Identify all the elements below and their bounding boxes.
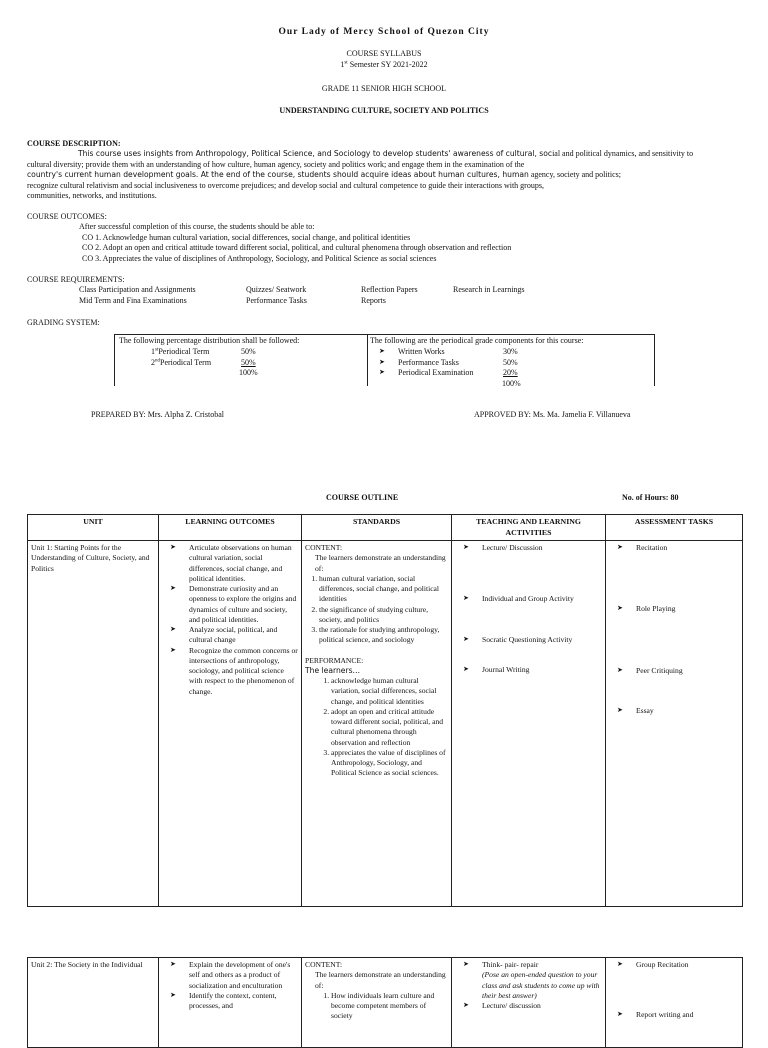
course-description bbox=[27, 139, 717, 201]
description-line-1: This course uses insights from Anthropology, Political Science, and Sociology to develop students' awareness of cultural, social and political dynamics, and sensitivity to bbox=[78, 149, 694, 159]
syllabus-title: COURSE SYLLABUS bbox=[346, 49, 422, 58]
list-item: ➤ Role Playing bbox=[609, 604, 739, 614]
list-item: ➤ Lecture/ discussion bbox=[455, 1001, 602, 1011]
course-requirements bbox=[27, 275, 727, 306]
grading-term-row: 1stPeriodical Term 50% bbox=[151, 347, 256, 357]
description-line-3: country's current human development goals. At the end of the course, students should acquire ideas about human cultures, human agency, society and politics; bbox=[27, 170, 621, 180]
hours-label: No. of Hours: 80 bbox=[622, 493, 679, 502]
standards-cell bbox=[302, 958, 452, 1048]
grading-term-row: 2ndPeriodical Term 50% bbox=[151, 357, 256, 367]
list-item: ➤ Identify the context, content, processes, and bbox=[162, 991, 298, 1012]
grading-components-total: 100% bbox=[502, 378, 521, 388]
list-item: 1. human cultural variation, social differences, social change, and political identities bbox=[319, 574, 448, 605]
course-outcomes bbox=[27, 212, 727, 264]
grading-components-box bbox=[366, 334, 655, 386]
course-description-heading: COURSE DESCRIPTION: bbox=[27, 139, 121, 148]
unit-cell: Unit 1: Starting Points for the Understanding of Culture, Society, and Politics bbox=[28, 541, 159, 907]
course-outline-table-continued bbox=[27, 957, 743, 1048]
requirement-item: Reflection Papers bbox=[361, 285, 418, 295]
approved-by: APPROVED BY: Ms. Ma. Jamelia F. Villanueva bbox=[474, 410, 631, 419]
list-item: ➤ Journal Writing bbox=[455, 665, 602, 675]
list-item: ➤ Explain the development of one's self and others as a product of socialization and enculturation bbox=[162, 960, 298, 991]
column-header: UNIT bbox=[28, 515, 159, 541]
list-item: ➤ Essay bbox=[609, 706, 739, 716]
list-item: ➤ Socratic Questioning Activity bbox=[455, 635, 602, 645]
activities-cell bbox=[452, 958, 606, 1048]
requirement-item: Mid Term and Fina Examinations bbox=[79, 295, 187, 305]
course-outcome-item: CO 3. Appreciates the value of disciplines of Anthropology, Sociology, and Political Science as social sciences bbox=[82, 253, 437, 263]
course-outcomes-intro: After successful completion of this course, the students should be able to: bbox=[79, 222, 315, 232]
course-outline-table bbox=[27, 514, 743, 907]
grading-component: ➤ Periodical Examination 20% bbox=[371, 368, 654, 378]
description-line-2: cultural diversity; provide them with an understanding of how culture, human agency, society and politics work; and engage them in the examination of the bbox=[27, 159, 525, 169]
course-outcomes-heading: COURSE OUTCOMES: bbox=[27, 212, 107, 221]
column-header: LEARNING OUTCOMES bbox=[159, 515, 302, 541]
requirements-row bbox=[27, 285, 727, 295]
grading-components-intro: The following are the periodical grade components for this course: bbox=[370, 336, 584, 345]
requirement-item: Quizzes/ Seatwork bbox=[246, 285, 307, 295]
column-header: ASSESSMENT TASKS bbox=[606, 515, 743, 541]
grading-distribution-box bbox=[114, 334, 368, 386]
column-header: TEACHING AND LEARNING ACTIVITIES bbox=[452, 515, 606, 541]
requirement-item: Reports bbox=[361, 295, 386, 305]
table-header-row bbox=[28, 515, 743, 541]
list-item: 3. appreciates the value of disciplines of Anthropology, Sociology, and Political Science as social sciences. bbox=[331, 748, 448, 779]
list-item: ➤ Demonstrate curiosity and an openness to explore the origins and dynamics of culture and society, and political identities. bbox=[162, 584, 298, 625]
grading-system-heading: GRADING SYSTEM: bbox=[27, 318, 100, 327]
assessment-cell bbox=[606, 958, 743, 1048]
outcomes-cell bbox=[159, 541, 302, 907]
description-line-5: communities, networks, and institutions. bbox=[27, 190, 157, 200]
activities-cell bbox=[452, 541, 606, 907]
requirement-item: Research in Learnings bbox=[453, 285, 525, 295]
table-row bbox=[28, 541, 743, 907]
grading-component: ➤ Written Works 30% bbox=[371, 347, 654, 357]
course-outline-title: COURSE OUTLINE bbox=[326, 493, 399, 502]
column-header: STANDARDS bbox=[302, 515, 452, 541]
content-label: CONTENT: bbox=[305, 543, 343, 553]
standards-cell bbox=[302, 541, 452, 907]
unit-cell: Unit 2: The Society in the Individual bbox=[28, 958, 159, 1048]
subject-title: UNDERSTANDING CULTURE, SOCIETY AND POLITICS bbox=[279, 106, 489, 115]
grading-distribution-intro: The following percentage distribution shall be followed: bbox=[119, 336, 300, 345]
list-item: ➤ Think- pair- repair (Pose an open-ended question to your class and ask students to come up with their best answer) bbox=[455, 960, 602, 1001]
performance-intro: The learners… bbox=[305, 665, 361, 675]
list-item: 3. the rationale for studying anthropology, political science, and sociology bbox=[319, 625, 448, 646]
list-item: 2. adopt an open and critical attitude toward different social, political, and cultural phenomena through observation and reflection bbox=[331, 707, 448, 748]
list-item: ➤ Report writing and bbox=[609, 1010, 739, 1020]
semester-line: 1st Semester SY 2021-2022 bbox=[340, 60, 428, 69]
grading-component: ➤ Performance Tasks 50% bbox=[371, 358, 654, 368]
list-item: 1. How individuals learn culture and become competent members of society bbox=[331, 991, 448, 1022]
prepared-by: PREPARED BY: Mrs. Alpha Z. Cristobal bbox=[91, 410, 224, 419]
outcomes-cell bbox=[159, 958, 302, 1048]
list-item: ➤ Articulate observations on human cultural variation, social differences, social change, and political identities. bbox=[162, 543, 298, 584]
list-item: ➤ Recitation bbox=[609, 543, 739, 553]
list-item: ➤ Peer Critiquing bbox=[609, 666, 739, 676]
list-item: ➤ Analyze social, political, and cultural change bbox=[162, 625, 298, 646]
grading-total: 100% bbox=[239, 368, 258, 378]
requirement-item: Performance Tasks bbox=[246, 295, 307, 305]
content-intro: The learners demonstrate an understanding of: bbox=[315, 553, 446, 573]
course-requirements-heading: COURSE REQUIREMENTS: bbox=[27, 275, 125, 284]
list-item: ➤ Lecture/ Discussion bbox=[455, 543, 602, 553]
performance-label: PERFORMANCE: bbox=[305, 655, 364, 665]
table-row bbox=[28, 958, 743, 1048]
description-line-4: recognize cultural relativism and social inclusiveness to overcome prejudices; and develop social and cultural competence to guide their interactions with groups, bbox=[27, 180, 544, 190]
requirement-item: Class Participation and Assignments bbox=[79, 285, 196, 295]
grade-level: GRADE 11 SENIOR HIGH SCHOOL bbox=[321, 84, 447, 93]
course-outcome-item: CO 1. Acknowledge human cultural variation, social differences, social change, and political identities bbox=[82, 232, 411, 242]
list-item: 1. acknowledge human cultural variation, social differences, social change, and political identities bbox=[331, 676, 448, 707]
content-intro: The learners demonstrate an understanding of: bbox=[315, 970, 446, 990]
course-outcome-item: CO 2. Adopt an open and critical attitude toward different social, political, and cultural phenomena through observation and reflection bbox=[82, 243, 512, 253]
grading-components-list bbox=[366, 347, 654, 378]
list-item: 2. the significance of studying culture, society, and politics bbox=[319, 605, 448, 626]
list-item: ➤ Group Recitation bbox=[609, 960, 739, 970]
content-label: CONTENT: bbox=[305, 960, 343, 969]
list-item: ➤ Individual and Group Activity bbox=[455, 594, 602, 604]
assessment-cell bbox=[606, 541, 743, 907]
list-item: ➤ Recognize the common concerns or intersections of anthropology, sociology, and political science with respect to the phenomenon of change. bbox=[162, 646, 298, 697]
requirements-row bbox=[27, 296, 727, 306]
school-name: Our Lady of Mercy School of Quezon City bbox=[278, 27, 490, 37]
